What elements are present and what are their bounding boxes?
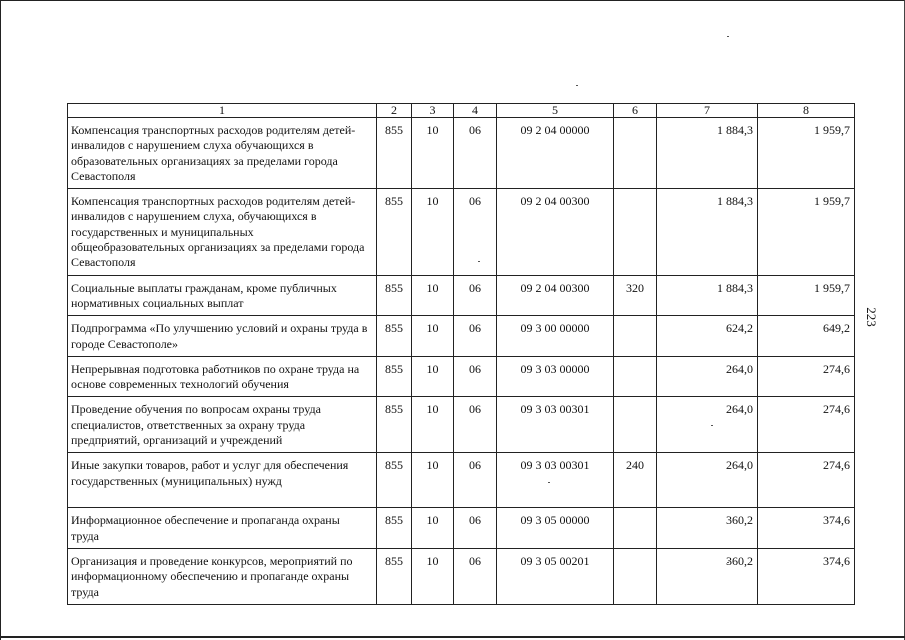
amount-col8-cell: 374,6 — [758, 508, 855, 549]
scan-speck — [727, 36, 729, 37]
subsection-cell: 06 — [454, 397, 497, 453]
column-header: 1 — [68, 104, 377, 118]
expense-type-cell: 240 — [614, 453, 657, 508]
table-row — [68, 356, 855, 397]
amount-col7-cell: 1 884,3 — [657, 275, 758, 316]
amount-col7-cell: 264,0 — [657, 453, 758, 508]
admin-code-cell: 855 — [377, 316, 412, 357]
row-name-cell: Социальные выплаты гражданам, кроме публичных нормативных социальных выплат — [68, 275, 377, 316]
subsection-cell: 06 — [454, 356, 497, 397]
subsection-cell: 06 — [454, 316, 497, 357]
subsection-cell: 06 — [454, 275, 497, 316]
table-row — [68, 316, 855, 357]
amount-col8-cell: 274,6 — [758, 397, 855, 453]
header-row — [68, 104, 855, 118]
amount-col8-cell: 649,2 — [758, 316, 855, 357]
expense-type-cell — [614, 189, 657, 275]
admin-code-cell: 855 — [377, 275, 412, 316]
expense-type-cell — [614, 397, 657, 453]
target-article-cell: 09 2 04 00300 — [497, 189, 614, 275]
section-cell: 10 — [412, 356, 454, 397]
budget-table — [67, 103, 855, 605]
table-row — [68, 453, 855, 508]
table-row — [68, 118, 855, 189]
target-article-cell: 09 3 03 00301 — [497, 397, 614, 453]
row-name-cell: Иные закупки товаров, работ и услуг для обеспечения государственных (муниципальных) нужд — [68, 453, 377, 508]
target-article-cell: 09 3 03 00000 — [497, 356, 614, 397]
target-article-cell: 09 3 00 00000 — [497, 316, 614, 357]
table-header — [68, 104, 855, 118]
table-row — [68, 397, 855, 453]
amount-col7-cell: 264,0 — [657, 356, 758, 397]
target-article-cell: 09 3 05 00000 — [497, 508, 614, 549]
row-name-cell: Компенсация транспортных расходов родителям детей-инвалидов с нарушением слуха, обучающихся в государственных и муниципальных общеобразовательных организациях за пределами города Севастополя — [68, 189, 377, 275]
expense-type-cell — [614, 548, 657, 604]
row-name-cell: Подпрограмма «По улучшению условий и охраны труда в городе Севастополе» — [68, 316, 377, 357]
amount-col7-cell: 1 884,3 — [657, 189, 758, 275]
section-cell: 10 — [412, 275, 454, 316]
column-header: 4 — [454, 104, 497, 118]
target-article-cell: 09 2 04 00000 — [497, 118, 614, 189]
row-name-cell: Проведение обучения по вопросам охраны труда специалистов, ответственных за охрану труда предприятий, организаций и учреждений — [68, 397, 377, 453]
row-name-cell: Информационное обеспечение и пропаганда охраны труда — [68, 508, 377, 549]
subsection-cell: 06 — [454, 118, 497, 189]
admin-code-cell: 855 — [377, 508, 412, 549]
admin-code-cell: 855 — [377, 189, 412, 275]
target-article-cell: 09 3 03 00301 — [497, 453, 614, 508]
amount-col7-cell: 624,2 — [657, 316, 758, 357]
row-name-cell: Организация и проведение конкурсов, мероприятий по информационному обеспечению и пропаганде охраны труда — [68, 548, 377, 604]
expense-type-cell — [614, 118, 657, 189]
table-row — [68, 189, 855, 275]
section-cell: 10 — [412, 453, 454, 508]
section-cell: 10 — [412, 508, 454, 549]
bottom-border — [0, 636, 905, 638]
amount-col8-cell: 274,6 — [758, 453, 855, 508]
expense-type-cell — [614, 356, 657, 397]
subsection-cell: 06 — [454, 548, 497, 604]
amount-col8-cell: 1 959,7 — [758, 118, 855, 189]
table-row — [68, 548, 855, 604]
subsection-cell: 06 — [454, 189, 497, 275]
row-name-cell: Компенсация транспортных расходов родителям детей-инвалидов с нарушением слуха обучающихся в образовательных организациях за пределами города Севастополя — [68, 118, 377, 189]
section-cell: 10 — [412, 397, 454, 453]
table-row — [68, 275, 855, 316]
scan-speck — [576, 85, 578, 86]
section-cell: 10 — [412, 548, 454, 604]
amount-col8-cell: 374,6 — [758, 548, 855, 604]
expense-type-cell: 320 — [614, 275, 657, 316]
admin-code-cell: 855 — [377, 356, 412, 397]
amount-col7-cell: 360,2 — [657, 508, 758, 549]
section-cell: 10 — [412, 189, 454, 275]
page-number: 223 — [864, 307, 879, 327]
target-article-cell: 09 2 04 00300 — [497, 275, 614, 316]
section-cell: 10 — [412, 316, 454, 357]
section-cell: 10 — [412, 118, 454, 189]
table-body — [68, 118, 855, 605]
admin-code-cell: 855 — [377, 453, 412, 508]
column-header: 8 — [758, 104, 855, 118]
column-header: 6 — [614, 104, 657, 118]
table-row — [68, 508, 855, 549]
expense-type-cell — [614, 508, 657, 549]
amount-col7-cell: 264,0 — [657, 397, 758, 453]
amount-col8-cell: 1 959,7 — [758, 275, 855, 316]
target-article-cell: 09 3 05 00201 — [497, 548, 614, 604]
amount-col8-cell: 274,6 — [758, 356, 855, 397]
admin-code-cell: 855 — [377, 397, 412, 453]
column-header: 7 — [657, 104, 758, 118]
column-header: 2 — [377, 104, 412, 118]
amount-col7-cell: 1 884,3 — [657, 118, 758, 189]
amount-col8-cell: 1 959,7 — [758, 189, 855, 275]
column-header: 5 — [497, 104, 614, 118]
expense-type-cell — [614, 316, 657, 357]
subsection-cell: 06 — [454, 453, 497, 508]
subsection-cell: 06 — [454, 508, 497, 549]
amount-col7-cell: 360,2 — [657, 548, 758, 604]
admin-code-cell: 855 — [377, 118, 412, 189]
column-header: 3 — [412, 104, 454, 118]
row-name-cell: Непрерывная подготовка работников по охране труда на основе современных технологий обучения — [68, 356, 377, 397]
admin-code-cell: 855 — [377, 548, 412, 604]
